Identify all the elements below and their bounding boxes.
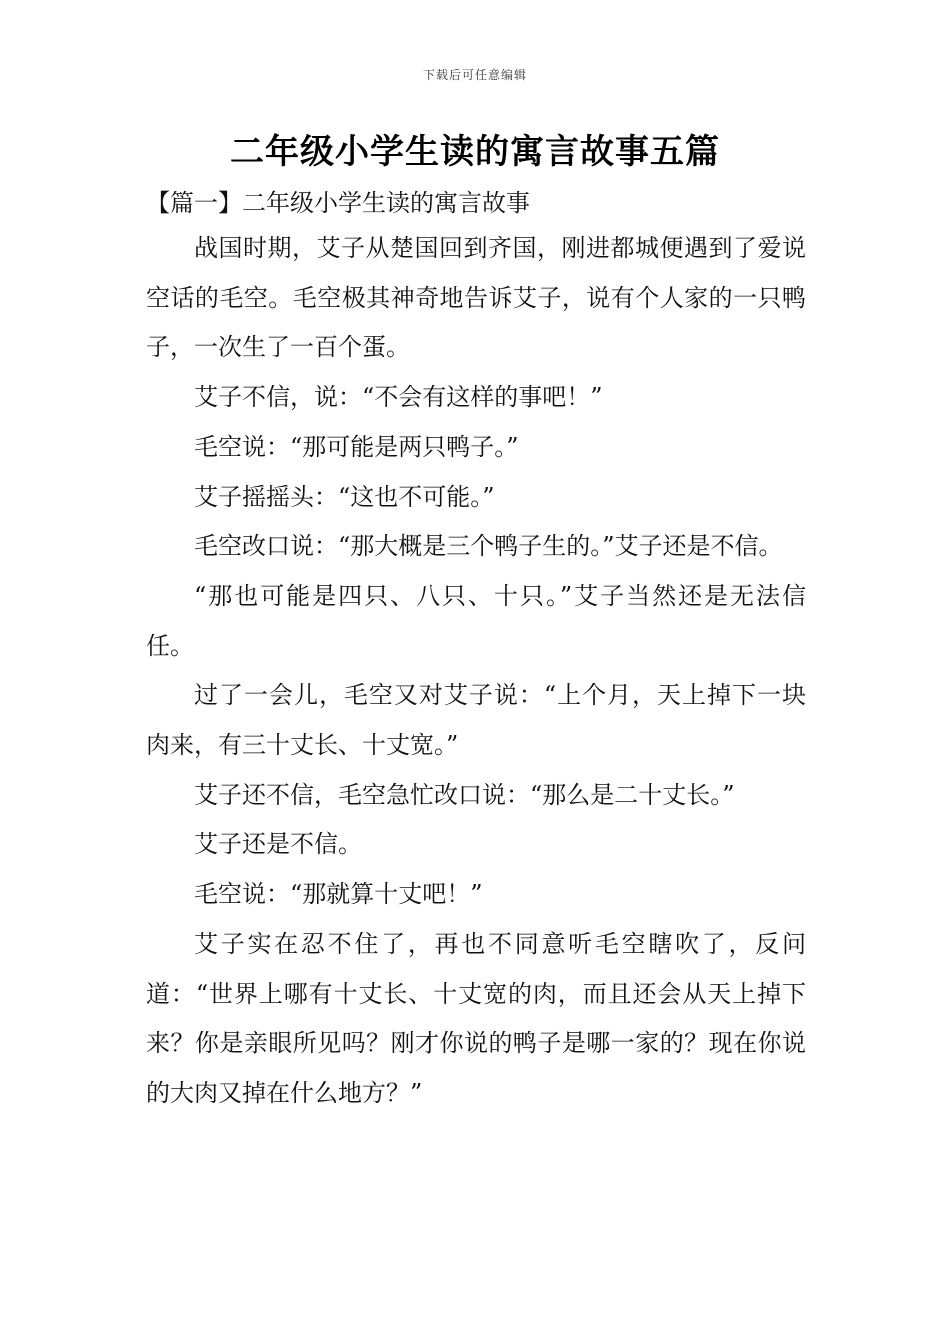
- paragraph-7: 过了一会儿，毛空又对艾子说：“上个月，天上掉下一块肉来，有三十丈长、十丈宽。”: [146, 681, 806, 760]
- paragraph-10: 毛空说：“那就算十丈吧！”: [194, 880, 483, 909]
- paragraph-2: 艾子不信，说：“不会有这样的事吧！”: [194, 383, 603, 412]
- header-note: 下载后可任意编辑: [422, 68, 527, 82]
- paragraph-5: 毛空改口说：“那大概是三个鸭子生的。”艾子还是不信。: [194, 532, 783, 561]
- paragraph-1: 战国时期，艾子从楚国回到齐国，刚进都城便遇到了爱说空话的毛空。毛空极其神奇地告诉艾子，说有个人家的一只鸭子，一次生了一百个蛋。: [146, 234, 806, 362]
- paragraph-6: “那也可能是四只、八只、十只。”艾子当然还是无法信任。: [146, 581, 806, 660]
- paragraph-3: 毛空说：“那可能是两只鸭子。”: [194, 432, 519, 461]
- paragraph-4: 艾子摇摇头：“这也不可能。”: [194, 482, 495, 511]
- paragraph-9: 艾子还是不信。: [194, 830, 362, 859]
- section-heading: 【篇一】二年级小学生读的寓言故事: [146, 189, 530, 217]
- story-body: [146, 224, 806, 1119]
- paragraph-8: 艾子还不信，毛空急忙改口说：“那么是二十丈长。”: [194, 780, 735, 809]
- document-title: 二年级小学生读的寓言故事五篇: [230, 132, 720, 172]
- paragraph-11: 艾子实在忍不住了，再也不同意听毛空瞎吹了，反问道：“世界上哪有十丈长、十丈宽的肉，而且还会从天上掉下来？你是亲眼所见吗？刚才你说的鸭子是哪一家的？现在你说的大肉又掉在什么地方？”: [146, 929, 806, 1107]
